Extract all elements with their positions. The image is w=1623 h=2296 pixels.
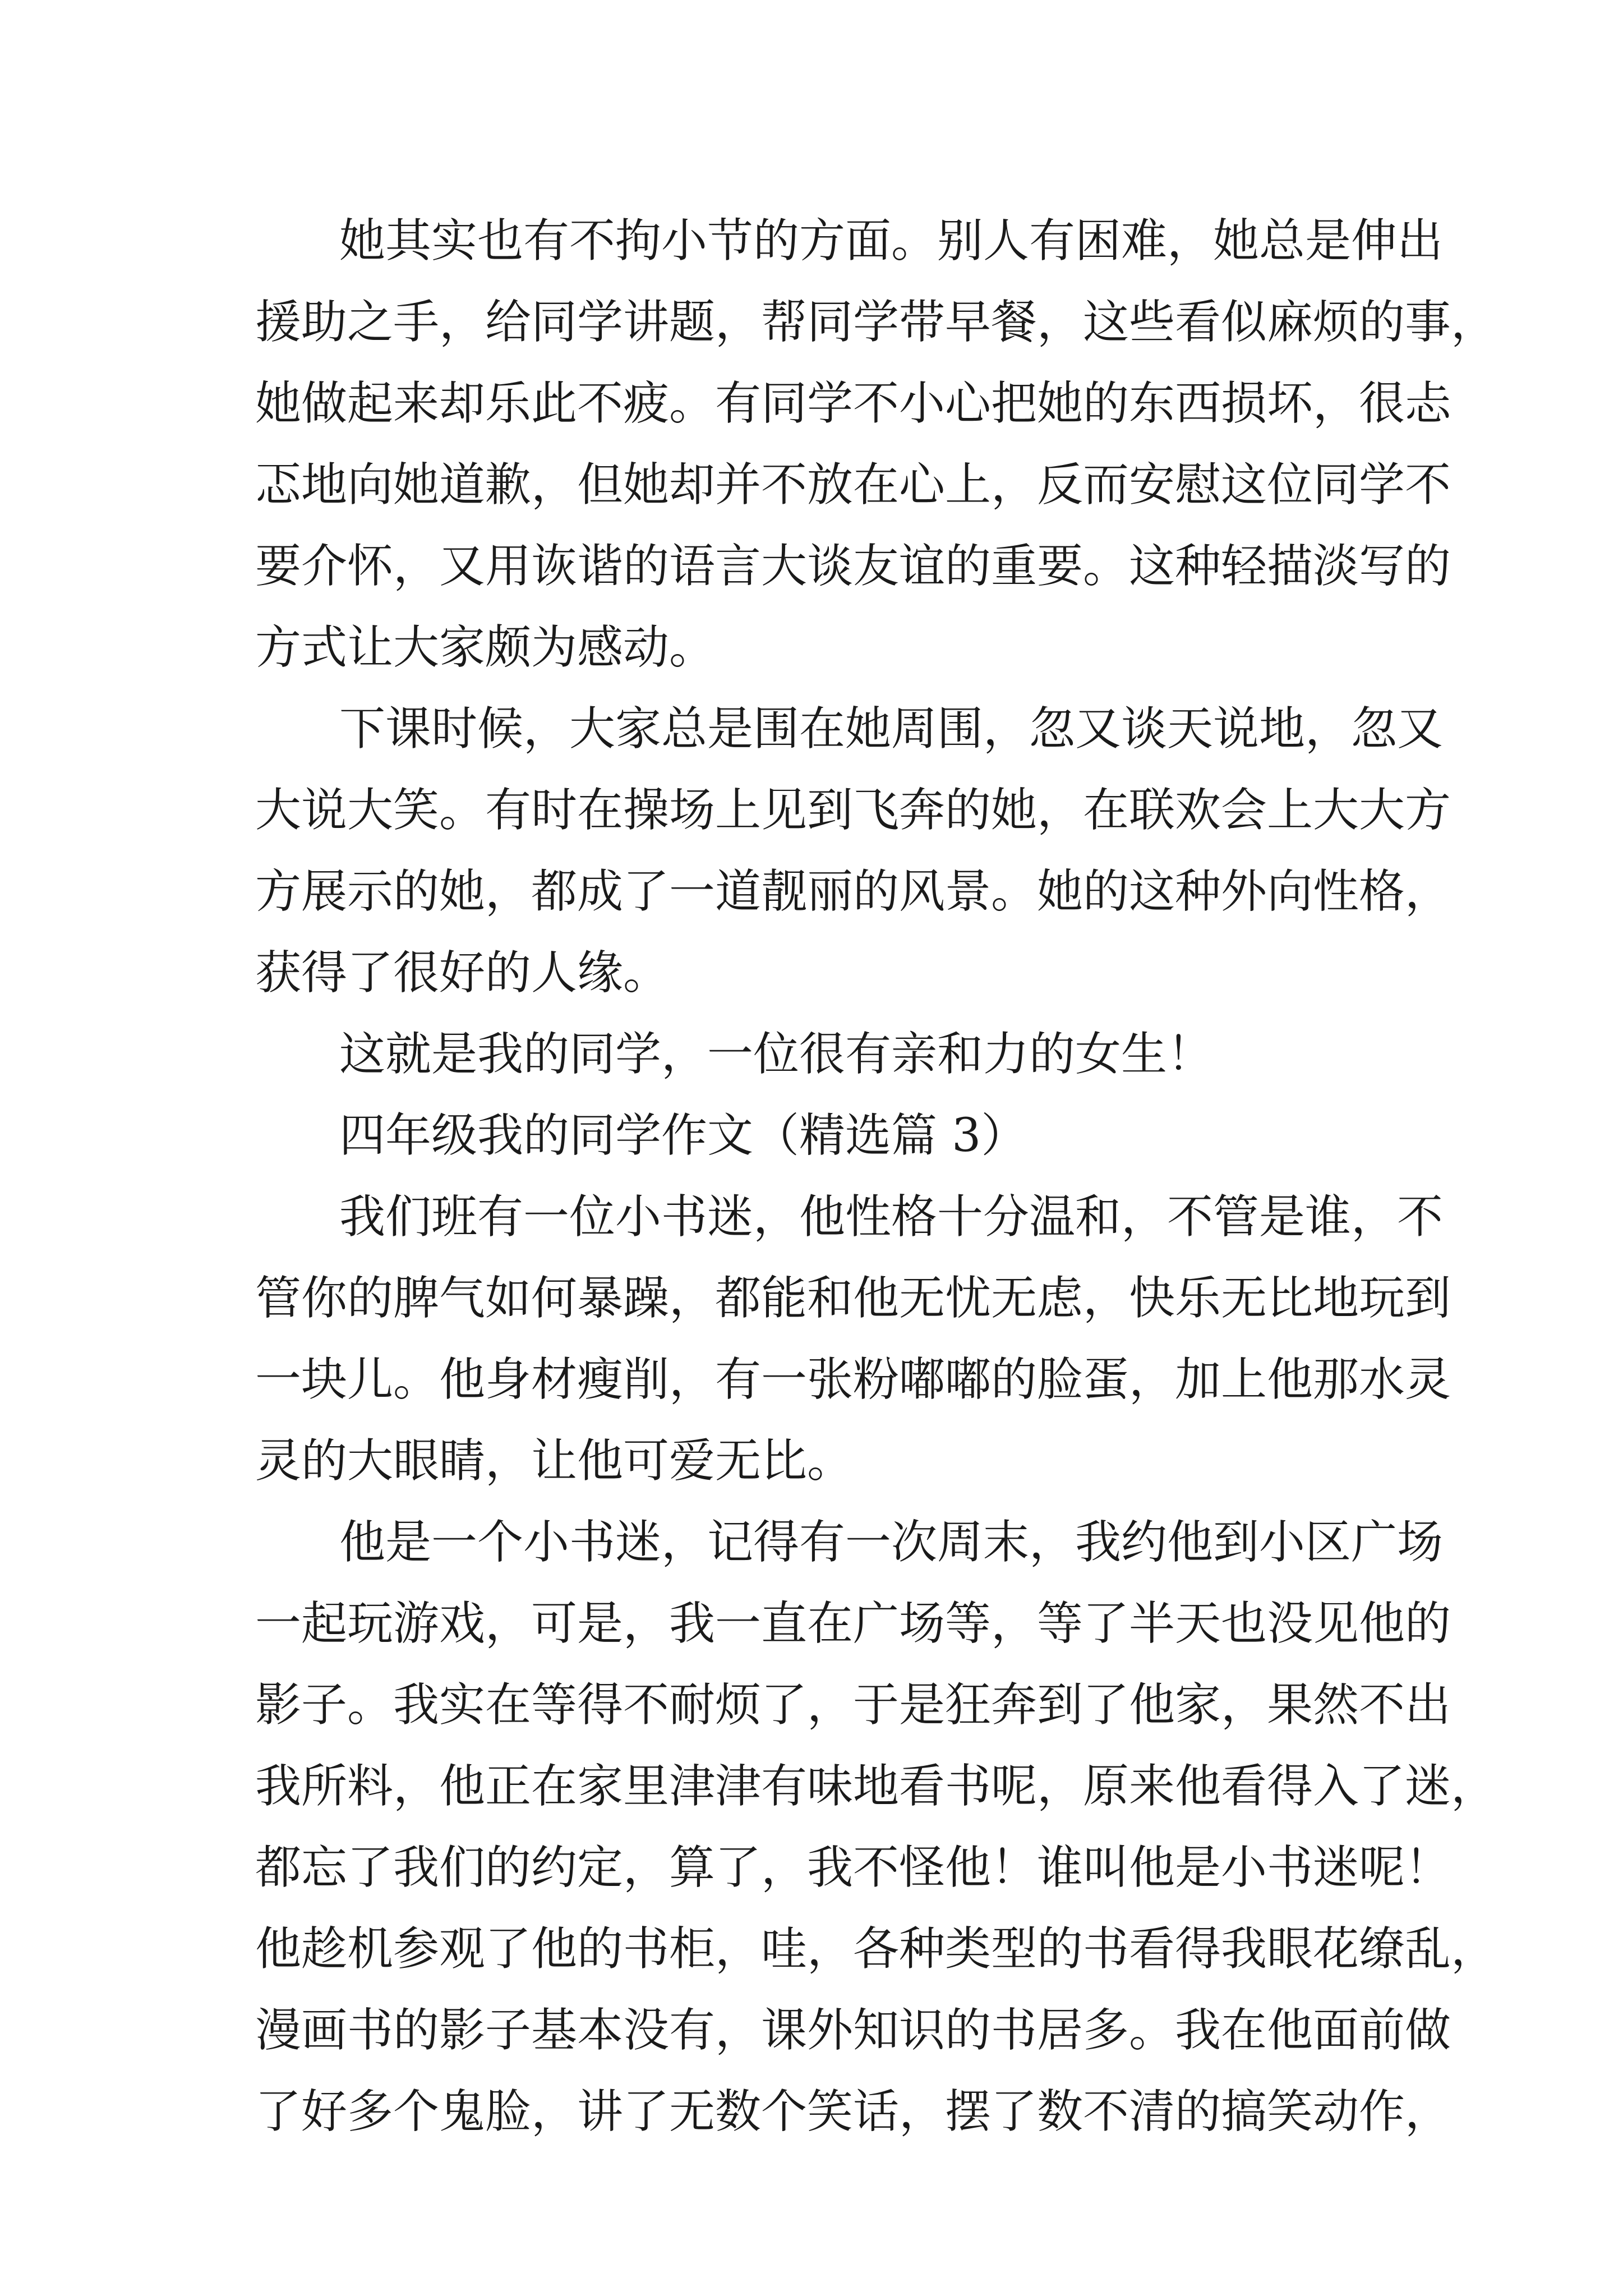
paragraph-line: 了好多个鬼脸，讲了无数个笑话，摆了数不清的搞笑动作， — [255, 2085, 1451, 2138]
paragraph-line: 影子。我实在等得不耐烦了，于是狂奔到了他家，果然不出 — [255, 1678, 1451, 1732]
paragraph-line: 下课时候，大家总是围在她周围，忽又谈天说地，忽又 — [339, 702, 1444, 756]
paragraph-line: 方式让大家颇为感动。 — [255, 621, 716, 674]
paragraph-line: 他趁机参观了他的书柜，哇，各种类型的书看得我眼花缭乱， — [255, 1922, 1497, 1976]
paragraph-line: 我们班有一位小书迷，他性格十分温和，不管是谁，不 — [339, 1190, 1444, 1244]
paragraph-line: 漫画书的影子基本没有，课外知识的书居多。我在他面前做 — [255, 2004, 1451, 2057]
paragraph-line: 方展示的她，都成了一道靓丽的风景。她的这种外向性格， — [255, 865, 1451, 918]
paragraph-line: 都忘了我们的约定，算了，我不怪他！谁叫他是小书迷呢！ — [255, 1841, 1451, 1894]
section-heading: 四年级我的同学作文（精选篇 3） — [339, 1109, 1027, 1162]
paragraph-line: 大说大笑。有时在操场上见到飞奔的她，在联欢会上大大方 — [255, 784, 1451, 837]
paragraph-line: 要介怀，又用诙谐的语言大谈友谊的重要。这种轻描淡写的 — [255, 540, 1451, 593]
paragraph-line: 一起玩游戏，可是，我一直在广场等，等了半天也没见他的 — [255, 1597, 1451, 1650]
paragraph-line: 管你的脾气如何暴躁，都能和他无忧无虑，快乐无比地玩到 — [255, 1272, 1451, 1325]
paragraph-line: 忑地向她道歉，但她却并不放在心上，反而安慰这位同学不 — [255, 458, 1451, 512]
paragraph-line: 援助之手，给同学讲题，帮同学带早餐，这些看似麻烦的事， — [255, 296, 1497, 349]
paragraph-line: 灵的大眼睛，让他可爱无比。 — [255, 1434, 854, 1488]
paragraph-line: 她做起来却乐此不疲。有同学不小心把她的东西损坏，很忐 — [255, 377, 1451, 430]
paragraph-line: 他是一个小书迷，记得有一次周末，我约他到小区广场 — [339, 1516, 1444, 1569]
paragraph-line: 我所料，他正在家里津津有味地看书呢，原来他看得入了迷， — [255, 1760, 1497, 1813]
paragraph-line: 获得了很好的人缘。 — [255, 946, 670, 1000]
paragraph-line: 这就是我的同学，一位很有亲和力的女生！ — [339, 1028, 1214, 1081]
paragraph-line: 一块儿。他身材瘦削，有一张粉嘟嘟的脸蛋，加上他那水灵 — [255, 1353, 1451, 1406]
paragraph-line: 她其实也有不拘小节的方面。别人有困难，她总是伸出 — [339, 214, 1444, 268]
